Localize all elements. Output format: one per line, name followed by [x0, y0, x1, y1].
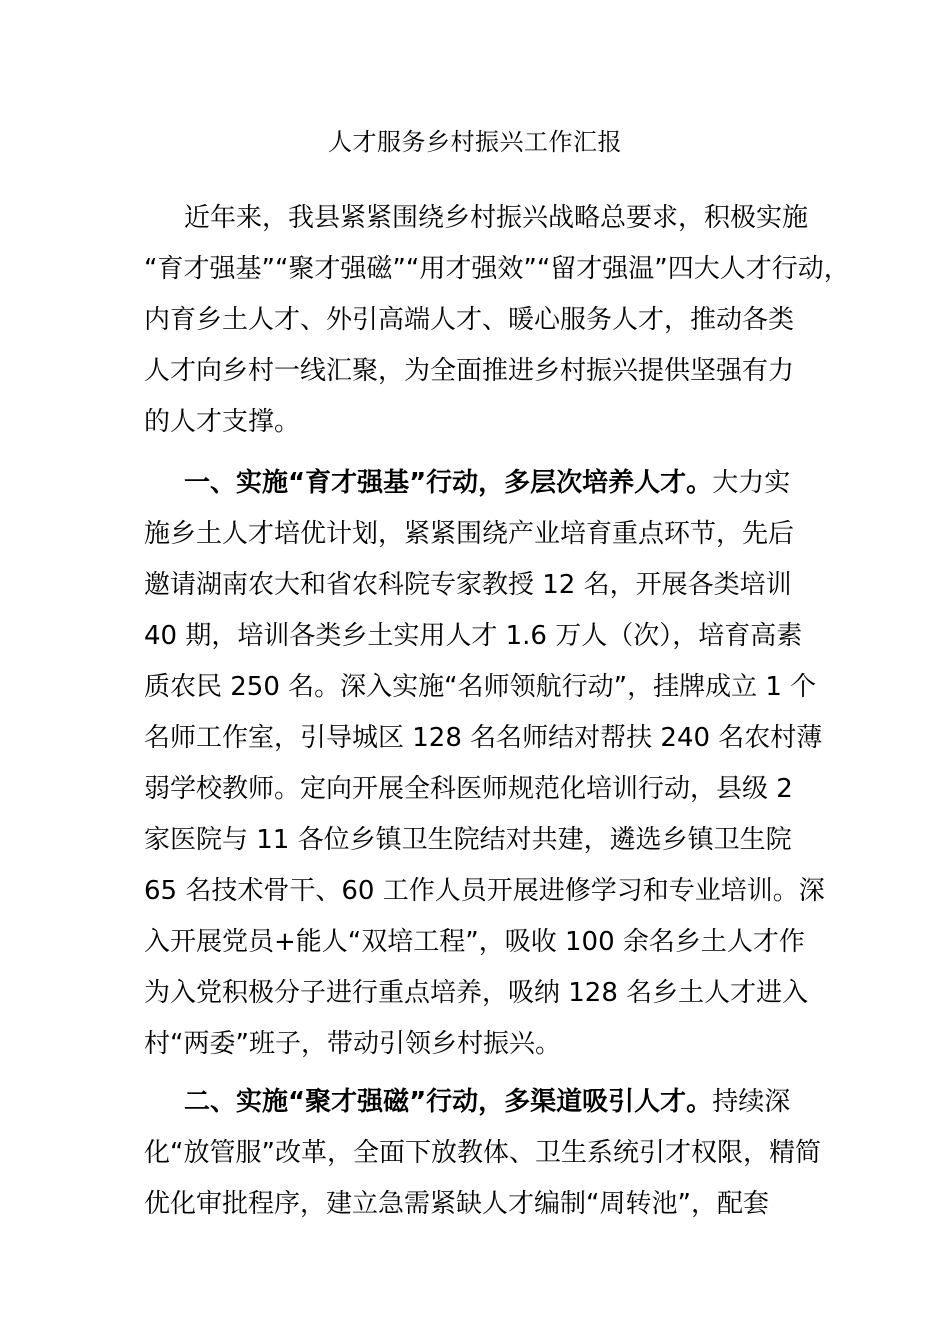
paragraph-intro	[144, 193, 850, 448]
paragraph-line: 名师工作室，引导城区 128 名名师结对帮扶 240 名农村薄	[144, 723, 823, 753]
paragraph-line: 邀请湖南农大和省农科院专家教授 12 名，开展各类培训	[144, 570, 792, 600]
heading-continuation: 持续深	[712, 1087, 791, 1117]
paragraph-line: 人才向乡村一线汇聚，为全面推进乡村振兴提供坚强有力	[144, 356, 795, 386]
paragraph-section-one	[144, 458, 825, 1070]
paragraph-line: 内育乡土人才、外引高端人才、暖心服务人才，推动各类	[144, 305, 795, 335]
paragraph-line: 入开展党员+能人“双培工程”，吸收 100 余名乡土人才作	[144, 927, 805, 957]
paragraph-first-line	[144, 1077, 810, 1128]
paragraph-line: 的人才支撑。	[144, 407, 301, 437]
paragraph-line: 近年来，我县紧紧围绕乡村振兴战略总要求，积极实施	[184, 203, 809, 233]
paragraph-line: 村“两委”班子，带动引领乡村振兴。	[144, 1029, 561, 1059]
paragraph-line: “育才强基”“聚才强磁”“用才强效”“留才强温”四大人才行动，	[144, 254, 850, 284]
paragraph-line: 施乡土人才培优计划，紧紧围绕产业培育重点环节，先后	[144, 519, 795, 549]
paragraph-line: 为入党积极分子进行重点培养，吸纳 128 名乡土人才进入	[144, 978, 809, 1008]
paragraph-line: 化“放管服”改革，全面下放教体、卫生系统引才权限，精简	[144, 1138, 821, 1168]
paragraph-line: 质农民 250 名。深入实施“名师领航行动”，挂牌成立 1 个	[144, 672, 817, 702]
paragraph-first-line	[144, 458, 810, 509]
paragraph-line: 弱学校教师。定向开展全科医师规范化培训行动，县级 2	[144, 774, 793, 804]
heading-continuation: 大力实	[712, 468, 791, 498]
paragraph-line: 优化审批程序，建立急需紧缺人才编制“周转池”，配套	[144, 1189, 769, 1219]
paragraph-line: 40 期，培训各类乡土实用人才 1.6 万人（次），培育高素	[144, 621, 803, 651]
section-heading: 二、实施“聚才强磁”行动，多渠道吸引人才。	[184, 1087, 713, 1117]
document-title: 人才服务乡村振兴工作汇报	[328, 128, 622, 156]
paragraph-line: 65 名技术骨干、60 工作人员开展进修学习和专业培训。深	[144, 876, 825, 906]
section-heading: 一、实施“育才强基”行动，多层次培养人才。	[184, 468, 713, 498]
paragraph-line: 家医院与 11 各位乡镇卫生院结对共建，遴选乡镇卫生院	[144, 825, 792, 855]
paragraph-section-two	[144, 1077, 821, 1230]
